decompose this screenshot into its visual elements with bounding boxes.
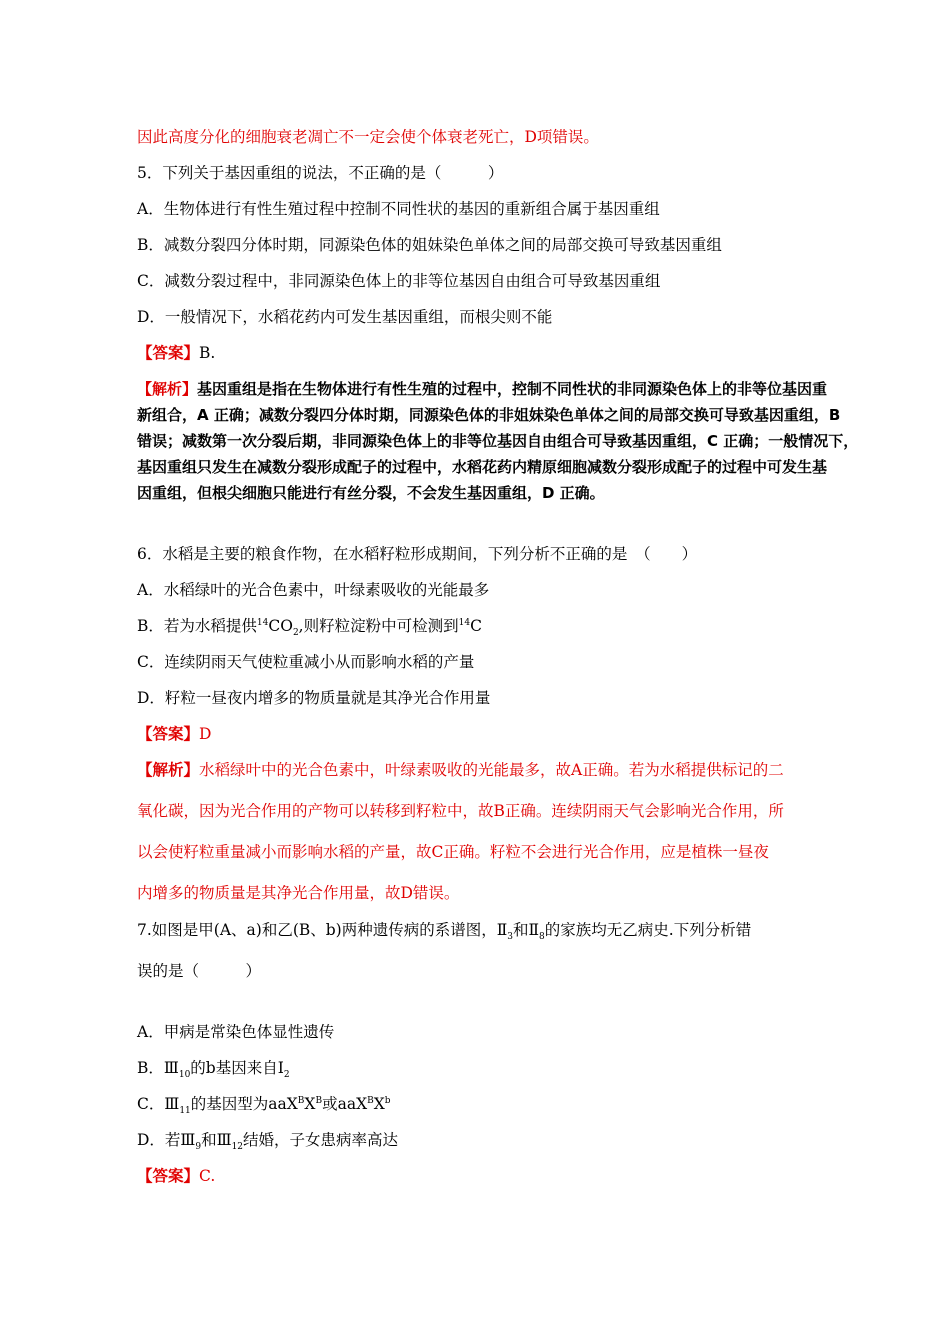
q7-option-c — [137, 1094, 391, 1117]
answer-tag: 【答案】 — [137, 344, 200, 362]
subscript: 2 — [292, 628, 299, 639]
q6-answer — [137, 724, 211, 744]
text: D．若Ⅲ — [137, 1131, 196, 1149]
q5-option-b: B．减数分裂四分体时期，同源染色体的姐妹染色单体之间的局部交换可导致基因重组 — [137, 236, 722, 254]
q5-option-a: A．生物体进行有性生殖过程中控制不同性状的基因的重新组合属于基因重组 — [137, 200, 660, 218]
text: ,则籽粒淀粉中可检测到 — [298, 617, 459, 635]
text: X — [373, 1095, 385, 1113]
text: 和Ⅲ — [201, 1131, 232, 1149]
superscript: 14 — [256, 617, 269, 628]
q4-analysis-tail: 因此高度分化的细胞衰老凋亡不一定会使个体衰老死亡，D项错误。 — [137, 128, 599, 146]
superscript: 14 — [458, 617, 471, 628]
answer-tag: 【答案】 — [137, 1167, 200, 1185]
q5-option-d: D．一般情况下，水稻花药内可发生基因重组，而根尖则不能 — [137, 308, 553, 326]
q7-stem-line-1 — [137, 920, 752, 943]
q7-answer — [137, 1166, 215, 1186]
q6-option-c: C．连续阴雨天气使粒重减小从而影响水稻的产量 — [137, 653, 475, 671]
q6-stem: 6．水稻是主要的粮食作物，在水稻籽粒形成期间，下列分析不正确的是 （ ） — [137, 545, 698, 563]
analysis-text: 基因重组是指在生物体进行有性生殖的过程中，控制不同性状的非同源染色体上的非等位基因重 — [197, 380, 828, 398]
q5-analysis-line-5: 因重组，但根尖细胞只能进行有丝分裂，不会发生基因重组，D 正确。 — [137, 484, 605, 502]
answer-tag: 【答案】 — [137, 725, 200, 743]
q6-option-b — [137, 616, 482, 639]
subscript: 11 — [179, 1106, 191, 1117]
q5-stem: 5．下列关于基因重组的说法，不正确的是（ ） — [137, 164, 504, 182]
q7-option-d — [137, 1130, 399, 1153]
text: 7.如图是甲(A、a)和乙(B、b)两种遗传病的系谱图，Ⅱ — [137, 921, 508, 939]
q7-option-a: A．甲病是常染色体显性遗传 — [137, 1023, 335, 1041]
answer-value: B. — [199, 344, 216, 362]
q5-analysis-line-2: 新组合，A 正确；减数分裂四分体时期，同源染色体的非姐妹染色单体之间的局部交换可导致基因重组，B — [137, 406, 841, 424]
analysis-tag: 【解析】 — [137, 380, 198, 398]
text: C — [470, 617, 482, 635]
text: X — [304, 1095, 316, 1113]
q6-option-d: D．籽粒一昼夜内增多的物质量就是其净光合作用量 — [137, 689, 491, 707]
text: B．若为水稻提供 — [137, 617, 257, 635]
text: 的基因型为aaX — [190, 1095, 298, 1113]
subscript: 2 — [283, 1070, 290, 1081]
analysis-text: 水稻绿叶中的光合色素中，叶绿素吸收的光能最多，故A正确。若为水稻提供标记的二 — [199, 761, 784, 779]
subscript: 10 — [178, 1070, 191, 1081]
q6-analysis-line-1 — [137, 760, 784, 780]
subscript: 8 — [539, 932, 545, 943]
subscript: 9 — [195, 1142, 202, 1153]
answer-value: D — [199, 725, 212, 743]
q6-analysis-line-4: 内增多的物质量是其净光合作用量，故D错误。 — [137, 884, 460, 902]
q6-analysis-line-2: 氧化碳，因为光合作用的产物可以转移到籽粒中，故B正确。连续阴雨天气会影响光合作用，所 — [137, 802, 784, 820]
q6-option-a: A．水稻绿叶的光合色素中，叶绿素吸收的光能最多 — [137, 581, 490, 599]
q6-analysis-line-3: 以会使籽粒重量减小而影响水稻的产量，故C正确。籽粒不会进行光合作用，应是植株一昼夜 — [137, 843, 769, 861]
answer-value: C. — [199, 1167, 216, 1185]
q5-analysis-line-3: 错误；减数第一次分裂后期，非同源染色体上的非等位基因自由组合可导致基因重组，C 正确；一般情况下， — [137, 432, 859, 450]
q7-option-b — [137, 1058, 290, 1081]
q5-analysis-line-1 — [137, 379, 827, 399]
q7-stem-line-2: 误的是（ ） — [137, 962, 262, 980]
superscript: B — [367, 1095, 374, 1106]
q5-answer — [137, 343, 215, 363]
analysis-tag: 【解析】 — [137, 761, 200, 779]
text: B．Ⅲ — [137, 1059, 179, 1077]
subscript: 3 — [507, 932, 513, 943]
text: 结婚，子女患病率高达 — [243, 1131, 399, 1149]
superscript: b — [384, 1095, 391, 1106]
text: 或aaX — [322, 1095, 368, 1113]
text: 的家族均无乙病史.下列分析错 — [544, 921, 752, 939]
text: C．Ⅲ — [137, 1095, 180, 1113]
text: 和Ⅱ — [513, 921, 540, 939]
q5-option-c: C．减数分裂过程中，非同源染色体上的非等位基因自由组合可导致基因重组 — [137, 272, 661, 290]
subscript: 12 — [231, 1142, 244, 1153]
superscript: B — [315, 1095, 323, 1106]
text: CO — [268, 617, 293, 635]
q5-analysis-line-4: 基因重组只发生在减数分裂形成配子的过程中，水稻花药内精原细胞减数分裂形成配子的过程中可发生基 — [137, 458, 828, 476]
text: 的b基因来自Ⅰ — [190, 1059, 284, 1077]
superscript: B — [297, 1095, 305, 1106]
